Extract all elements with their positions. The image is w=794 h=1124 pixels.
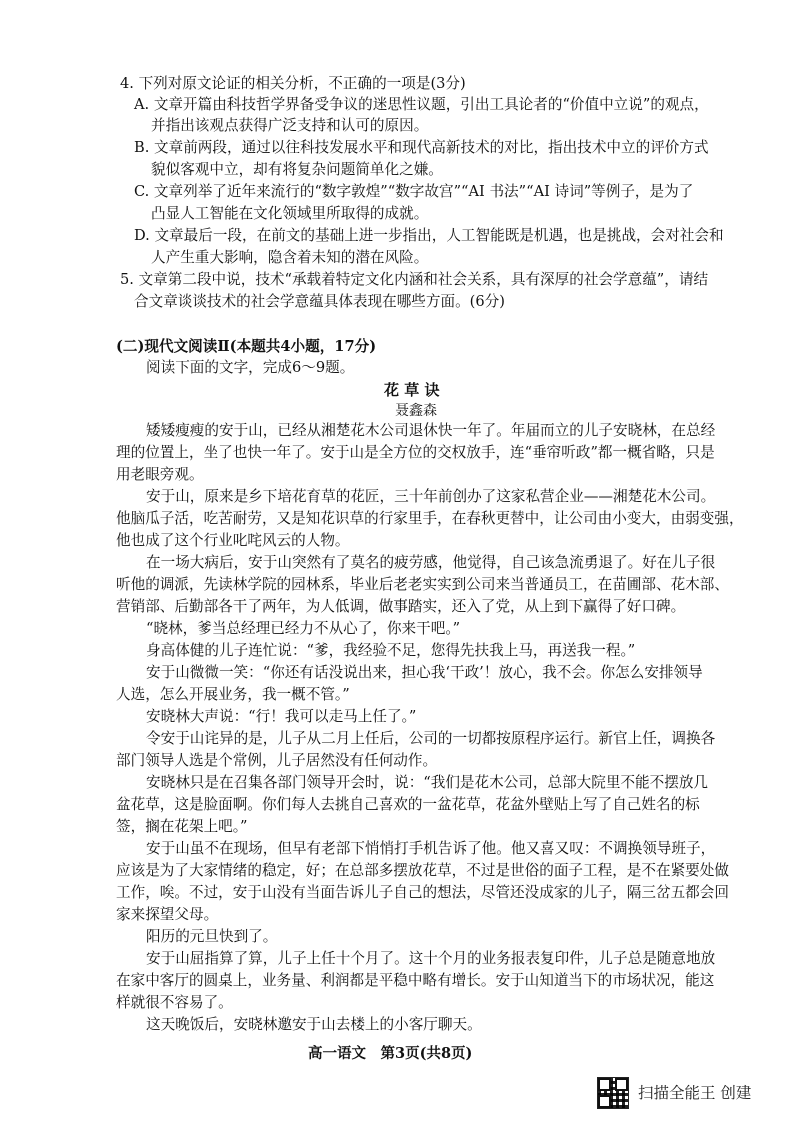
q4-option-d-cont: 人产生重大影响，隐含着未知的潜在风险。: [151, 249, 429, 266]
story-line: 用老眼旁观。: [116, 466, 204, 483]
story-line: 盆花草，这是脸面啊。你们每人去挑自己喜欢的一盆花草，花盆外壁贴上写了自己姓名的标: [116, 796, 700, 813]
story-line: 安于山屈指算了算，儿子上任十个月了。这十个月的业务报表复印件，儿子总是随意地放: [146, 950, 716, 967]
q4-option-b: B. 文章前两段，通过以往科技发展水平和现代高新技术的对比，指出技术中立的评价方式: [134, 139, 709, 156]
scanner-watermark-label: 扫描全能王 创建: [638, 1084, 752, 1102]
q5-stem: 5. 文章第二段中说，技术“承载着特定文化内涵和社会关系，具有深厚的社会学意蕴”，请结: [120, 271, 709, 288]
q5-stem-cont: 合文章谈谈技术的社会学意蕴具体表现在哪些方面。(6分): [134, 293, 505, 310]
story-line: 他脑瓜子活，吃苦耐劳，又是知花识草的行家里手，在春秋更替中，让公司由小变大，由弱变强，: [116, 510, 744, 527]
q4-option-c-cont: 凸显人工智能在文化领域里所取得的成就。: [151, 205, 429, 222]
story-line: 应该是为了大家情绪的稳定，好；在总部多摆放花草，不过是世俗的面子工程，是不在紧要处做: [116, 862, 729, 879]
section-heading: (二)现代文阅读Ⅱ(本题共4小题，17分): [116, 338, 377, 355]
q4-stem: 4. 下列对原文论证的相关分析，不正确的一项是(3分): [120, 75, 466, 92]
story-line: 身高体健的儿子连忙说：“爹，我经验不足，您得先扶我上马，再送我一程。”: [146, 642, 636, 659]
story-line: 人选，怎么开展业务，我一概不管。”: [116, 686, 350, 703]
story-line: “晓林，爹当总经理已经力不从心了，你来干吧。”: [146, 620, 461, 637]
section-instruction: 阅读下面的文字，完成6～9题。: [146, 359, 355, 376]
q4-option-a-cont: 并指出该观点获得广泛支持和认可的原因。: [151, 117, 429, 134]
story-line: 营销部、后勤部各干了两年，为人低调，做事踏实，还入了党，从上到下赢得了好口碑。: [116, 598, 686, 615]
story-line: 安于山，原来是乡下培花育草的花匠，三十年前创办了这家私营企业——湘楚花木公司。: [146, 488, 716, 505]
story-line: 阳历的元旦快到了。: [146, 928, 278, 945]
story-line: 安晓林大声说：“行！我可以走马上任了。”: [146, 708, 417, 725]
page-footer: 高一语文 第3页(共8页): [308, 1045, 473, 1062]
story-line: 安晓林只是在召集各部门领导开会时，说：“我们是花木公司，总部大院里不能不摆放几: [146, 774, 709, 791]
story-line: 理的位置上，坐了也快一年了。安于山是全方位的交权放手，连“垂帘听政”都一概省略，只是: [116, 444, 715, 461]
story-line: 令安于山诧异的是，儿子从二月上任后，公司的一切都按原程序运行。新官上任，调换各: [146, 730, 716, 747]
story-line: 这天晚饭后，安晓林邀安于山去楼上的小客厅聊天。: [146, 1016, 482, 1033]
story-author: 聂鑫森: [395, 403, 437, 419]
q4-option-a: A. 文章开篇由科技哲学界备受争议的迷思性议题，引出工具论者的“价值中立说”的观点，: [134, 96, 709, 113]
q4-option-d: D. 文章最后一段，在前文的基础上进一步指出，人工智能既是机遇，也是挑战，会对社会和: [134, 227, 724, 244]
story-line: 部门领导人选是个常例，儿子居然没有任何动作。: [116, 752, 438, 769]
story-line: 样就很不容易了。: [116, 994, 233, 1011]
story-line: 他也成了这个行业叱咤风云的人物。: [116, 532, 350, 549]
story-title: 花 草 诀: [384, 381, 440, 399]
story-line: 工作，唉。不过，安于山没有当面告诉儿子自己的想法，尽管还没成家的儿子，隔三岔五都会回: [116, 884, 729, 901]
story-line: 安于山虽不在现场，但早有老部下悄悄打手机告诉了他。他又喜又叹：不调换领导班子，: [146, 840, 716, 857]
story-line: 听他的调派，先读林学院的园林系，毕业后老老实实到公司来当普通员工，在苗圃部、花木部、: [116, 576, 729, 593]
q4-option-c: C. 文章列举了近年来流行的“数字敦煌”“数字故宫”“AI 书法”“AI 诗词”等例子，是为了: [134, 183, 694, 200]
story-line: 家来探望父母。: [116, 906, 219, 923]
story-line: 矮矮瘦瘦的安于山，已经从湘楚花木公司退休快一年了。年届而立的儿子安晓林，在总经: [146, 422, 716, 439]
story-line: 在一场大病后，安于山突然有了莫名的疲劳感，他觉得，自己该急流勇退了。好在儿子很: [146, 554, 716, 571]
story-line: 安于山微微一笑：“你还有话没说出来，担心我‘干政’！放心，我不会。你怎么安排领导: [146, 664, 703, 681]
qr-code-icon: [597, 1077, 629, 1109]
q4-option-b-cont: 貌似客观中立，却有将复杂问题简单化之嫌。: [151, 161, 443, 178]
story-line: 在家中客厅的圆桌上，业务量、利润都是平稳中略有增长。安于山知道当下的市场状况，能这: [116, 972, 715, 989]
story-line: 签，搁在花架上吧。”: [116, 818, 248, 835]
